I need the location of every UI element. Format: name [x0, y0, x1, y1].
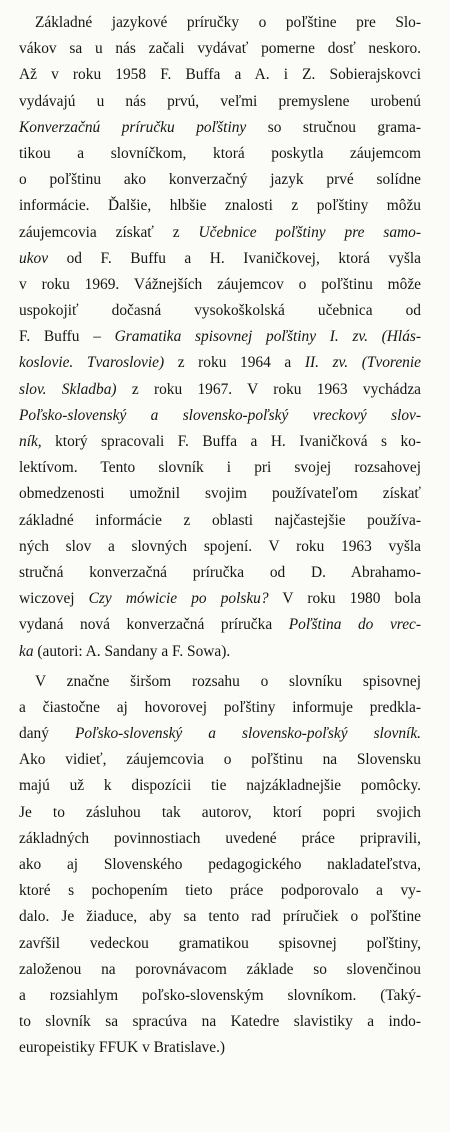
- text-line: [19, 747, 421, 773]
- italic-title-text: Gramatika spisovnej poľštiny I. zv. (Hlás-: [114, 328, 421, 346]
- text-line: [19, 89, 421, 115]
- italic-title-text: II. zv. (Tvorenie: [304, 354, 421, 372]
- text-line: [19, 167, 421, 193]
- text-line: [19, 878, 421, 904]
- italic-title-text: ka: [19, 642, 34, 660]
- text-line: [19, 115, 421, 141]
- italic-title-text: Učebnice poľštiny pre samo-: [198, 223, 421, 241]
- body-text: založenou na porovnávacom základe so slovenčinou: [19, 960, 421, 978]
- body-text: stručná konverzačná príručka od D. Abrahamo-: [19, 563, 421, 581]
- body-text: od F. Buffu a H. Ivaničkovej, ktorá vyšla: [48, 249, 421, 267]
- italic-title-text: Czy mówicie po polsku?: [88, 590, 269, 608]
- body-text: europeistiky FFUK v Bratislave.): [19, 1039, 226, 1057]
- text-line: [19, 508, 421, 534]
- text-line: [19, 695, 421, 721]
- text-line: [19, 220, 421, 246]
- text-line: [19, 669, 421, 695]
- text-line: [19, 455, 421, 481]
- body-text: ako aj Slovenského pedagogického nakladateľstva,: [19, 856, 421, 873]
- text-line: [19, 931, 421, 957]
- body-text: a čiastočne aj hovorovej poľštiny informuje predkla-: [19, 698, 421, 716]
- italic-title-text: koslovie. Tvaroslovie): [19, 354, 165, 372]
- body-text: ných slov a slovných spojení. V roku 1963 vyšla: [19, 537, 421, 555]
- text-line: [19, 429, 421, 455]
- text-line: [19, 800, 421, 826]
- body-text: tikou a slovníčkom, ktorá poskytla záujemcom: [19, 144, 421, 162]
- text-line: [19, 10, 421, 36]
- body-text: obmedzenosti umožnil svojim používateľom získať: [19, 485, 421, 503]
- text-line: [19, 852, 421, 878]
- text-line: [19, 612, 421, 638]
- text-line: [19, 62, 421, 88]
- text-line: [19, 904, 421, 930]
- text-line: [19, 826, 421, 852]
- paragraph: [19, 10, 421, 665]
- body-text: z roku 1967. V roku 1963 vychádza: [116, 380, 421, 398]
- body-text: vákov sa u nás začali vydávať pomerne dosť neskoro.: [19, 40, 421, 58]
- body-text: vydávajú u nás prvú, veľmi premyslene urobenú: [19, 92, 421, 110]
- body-text: so stručnou grama-: [246, 118, 421, 136]
- text-line: [19, 377, 421, 403]
- body-text: ktoré s pochopením tieto práce podporovalo a vy-: [19, 882, 421, 900]
- text-line: [19, 403, 421, 429]
- body-text: uspokojiť dočasná vysokoškolská učebnica od: [19, 302, 421, 320]
- body-text: Je to zásluhou tak autorov, ktorí popri svojich: [19, 803, 421, 821]
- body-text: Až v roku 1958 F. Buffa a A. i Z. Sobierajskovci: [19, 66, 421, 84]
- document-page: [19, 10, 421, 1062]
- body-text: V značne širšom rozsahu o slovníku spisovnej: [35, 672, 421, 690]
- body-text: základných povinnostiach uvedené práce pripravili,: [19, 829, 421, 847]
- text-line: [19, 957, 421, 983]
- italic-title-text: Poľština do vrec-: [288, 616, 421, 634]
- body-text: a rozsiahlym poľsko-slovenským slovníkom. (Taký-: [19, 986, 421, 1004]
- text-line: [19, 246, 421, 272]
- text-line: [19, 586, 421, 612]
- italic-title-text: Konverzačnú príručku poľštiny: [19, 118, 247, 136]
- body-text: daný: [19, 725, 75, 743]
- text-line: [19, 350, 421, 376]
- body-text: vydaná nová konverzačná príručka: [19, 616, 289, 634]
- body-text: ktorý spracovali F. Buffa a H. Ivaničková s ko-: [41, 433, 421, 450]
- text-line: [19, 560, 421, 586]
- body-text: v roku 1969. Vážnejších záujemcov o poľštinu môže: [19, 275, 421, 293]
- text-line: [19, 36, 421, 62]
- body-text: základné informácie z oblasti najčastejšie používa-: [19, 511, 421, 529]
- body-text: o poľštinu ako konverzačný jazyk prvé solídne: [19, 171, 421, 189]
- body-text: V roku 1980 bola: [268, 590, 421, 608]
- body-text: dalo. Je žiaduce, aby sa tento rad príručiek o poľštine: [19, 908, 421, 926]
- italic-title-text: slov. Skladba): [19, 380, 117, 398]
- text-line: [19, 298, 421, 324]
- body-text: wiczovej: [19, 590, 89, 608]
- body-text: F. Buffu –: [19, 328, 115, 346]
- italic-title-text: ukov: [19, 249, 49, 267]
- body-text: informácie. Ďalšie, hlbšie znalosti z poľštiny môžu: [19, 197, 421, 215]
- text-line: [19, 1009, 421, 1035]
- body-text: z roku 1964 a: [164, 354, 305, 372]
- body-text: lektívom. Tento slovník i pri svojej rozsahovej: [19, 459, 421, 477]
- italic-title-text: Poľsko-slovenský a slovensko-poľský slovník.: [74, 725, 422, 743]
- text-line: [19, 272, 421, 298]
- body-text: záujemcovia získať z: [19, 223, 199, 241]
- text-line: [19, 141, 421, 167]
- text-line: [19, 983, 421, 1009]
- body-text: Základné jazykové príručky o poľštine pre Slo-: [35, 14, 421, 31]
- body-text: (autori: A. Sandany a F. Sowa).: [33, 642, 231, 660]
- text-line: [19, 721, 421, 747]
- text-line: [19, 324, 421, 350]
- body-text: majú už k dispozícii tie najzákladnejšie pomôcky.: [19, 777, 421, 795]
- italic-title-text: ník,: [19, 433, 42, 450]
- italic-title-text: Poľsko-slovenský a slovensko-poľský vreckový slov-: [19, 406, 421, 424]
- text-line: [19, 773, 421, 799]
- text-line: [19, 193, 421, 219]
- text-line: [19, 481, 421, 507]
- body-text: to slovník sa spracúva na Katedre slavistiky a indo-: [19, 1013, 421, 1031]
- text-line: [19, 639, 421, 665]
- body-text: Ako vidieť, záujemcovia o poľštinu na Slovensku: [19, 751, 421, 769]
- text-line: [19, 1035, 421, 1061]
- text-line: [19, 534, 421, 560]
- paragraph: [19, 669, 421, 1062]
- body-text: zavŕšil vedeckou gramatikou spisovnej poľštiny,: [19, 934, 421, 952]
